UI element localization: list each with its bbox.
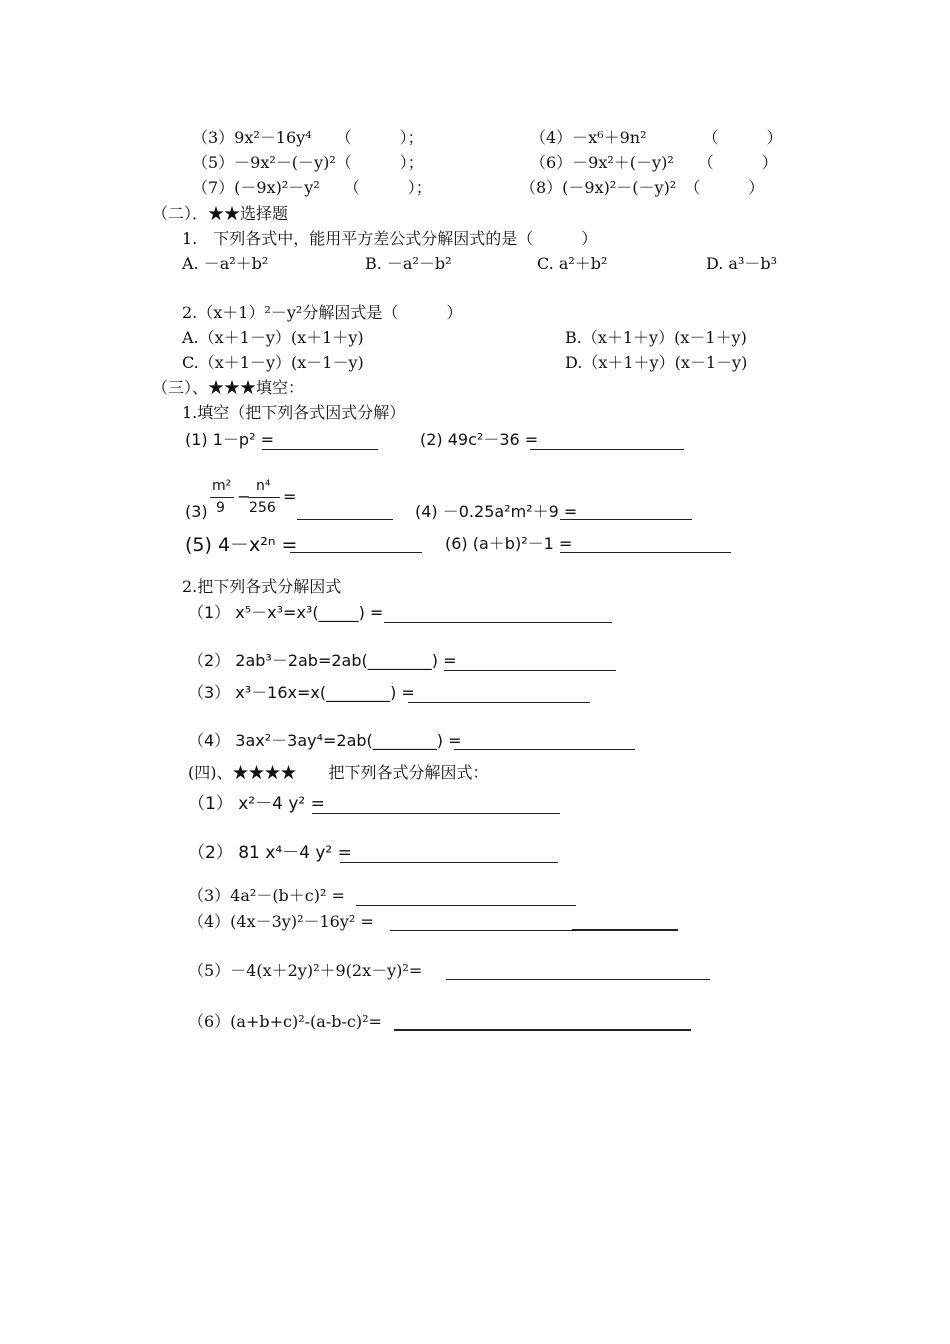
factor-1: （1） x⁵－x³=x³(_____) = (188, 603, 384, 622)
fill-5: (5) 4－x²ⁿ = (185, 534, 298, 556)
section-4-title: (四)、★★★★ 把下列各式分解因式： (188, 763, 489, 782)
answer-line-fill-1[interactable] (262, 449, 378, 450)
section-3-title: （三）、★★★填空： (152, 378, 305, 397)
exercise-5: （5）－4(x＋2y)²＋9(2x－y)²= (188, 961, 423, 980)
problem-3: （3）9x²－16y⁴ （ ）； (192, 128, 424, 147)
equals-sign: = (283, 487, 297, 506)
problem-6: （6）－9x²＋(－y)² （ ） (530, 153, 778, 172)
fill-3-numerator-2: n⁴ (256, 478, 271, 494)
answer-line-exercise-4[interactable] (390, 930, 572, 931)
fill-3-denominator-2: 256 (249, 500, 276, 516)
answer-line-fill-5[interactable] (290, 552, 422, 553)
exercise-3: （3）4a²－(b＋c)² = (188, 886, 345, 905)
fill-subtitle-1: 1.填空（把下列各式因式分解） (182, 403, 406, 422)
exercise-4: （4）(4x－3y)²－16y² = (188, 912, 374, 931)
fill-3-label: (3) (185, 502, 208, 521)
answer-line-factor-2[interactable] (444, 670, 616, 671)
question-2-option-a: A.（x＋1－y）(x＋1＋y) (182, 328, 364, 347)
question-1-option-d: D. a³－b³ (706, 254, 778, 273)
answer-line-fill-4[interactable] (560, 519, 692, 520)
problem-4: （4）－x⁶＋9n² （ ） (530, 128, 783, 147)
fill-1: (1) 1－p² = (185, 430, 274, 449)
factor-2: （2） 2ab³－2ab=2ab(________) = (188, 651, 457, 670)
answer-line-exercise-2[interactable] (340, 862, 558, 863)
fill-2: (2) 49c²－36 = (420, 430, 539, 449)
exercise-1: （1） x²－4 y² = (188, 794, 325, 814)
question-2-option-b: B.（x＋1＋y）(x－1＋y) (565, 328, 747, 347)
problem-5: （5）－9x²－(－y)²（ ）； (192, 153, 424, 172)
question-1-option-c: C. a²＋b² (537, 254, 608, 273)
fill-4: (4) －0.25a²m²＋9 = (415, 502, 578, 521)
question-1: 1. 下列各式中，能用平方差公式分解因式的是（ ） (182, 229, 598, 248)
fill-6: (6) (a＋b)²－1 = (445, 534, 573, 553)
answer-line-exercise-5[interactable] (446, 979, 710, 980)
fill-3-numerator-1: m² (212, 478, 232, 494)
answer-line-exercise-6[interactable] (394, 1029, 691, 1031)
minus-sign: − (237, 487, 251, 506)
fraction-bar-2 (248, 497, 280, 498)
answer-line-exercise-4-extension[interactable] (572, 929, 678, 931)
answer-line-exercise-1[interactable] (312, 813, 560, 814)
answer-line-factor-3[interactable] (408, 702, 590, 703)
answer-line-fill-2[interactable] (530, 449, 684, 450)
question-2: 2.（x＋1）²－y²分解因式是（ ） (182, 303, 463, 322)
answer-line-factor-4[interactable] (454, 749, 635, 750)
question-1-option-a: A. －a²＋b² (182, 254, 269, 273)
section-2-title: （二）．★★选择题 (152, 204, 289, 223)
answer-line-factor-1[interactable] (384, 622, 612, 623)
answer-line-fill-3[interactable] (297, 519, 393, 520)
fill-3-denominator-1: 9 (216, 500, 225, 516)
fraction-bar-1 (210, 497, 234, 498)
answer-line-fill-6[interactable] (560, 552, 731, 553)
answer-line-exercise-3[interactable] (356, 905, 576, 906)
factor-4: （4） 3ax²－3ay⁴=2ab(________) = (188, 731, 462, 750)
exercise-6: （6）(a+b+c)²-(a-b-c)²= (188, 1012, 382, 1031)
fill-subtitle-2: 2.把下列各式分解因式 (182, 577, 342, 596)
question-2-option-c: C.（x＋1－y）(x－1－y) (182, 353, 364, 372)
question-1-option-b: B. －a²－b² (365, 254, 452, 273)
problem-7: （7）(－9x)²－y² （ ）； (192, 178, 432, 197)
question-2-option-d: D.（x＋1＋y）(x－1－y) (565, 353, 748, 372)
factor-3: （3） x³－16x=x(________) = (188, 683, 415, 702)
exercise-2: （2） 81 x⁴－4 y² = (188, 843, 352, 863)
problem-8: （8）(－9x)²－(－y)² （ ） (520, 178, 765, 197)
